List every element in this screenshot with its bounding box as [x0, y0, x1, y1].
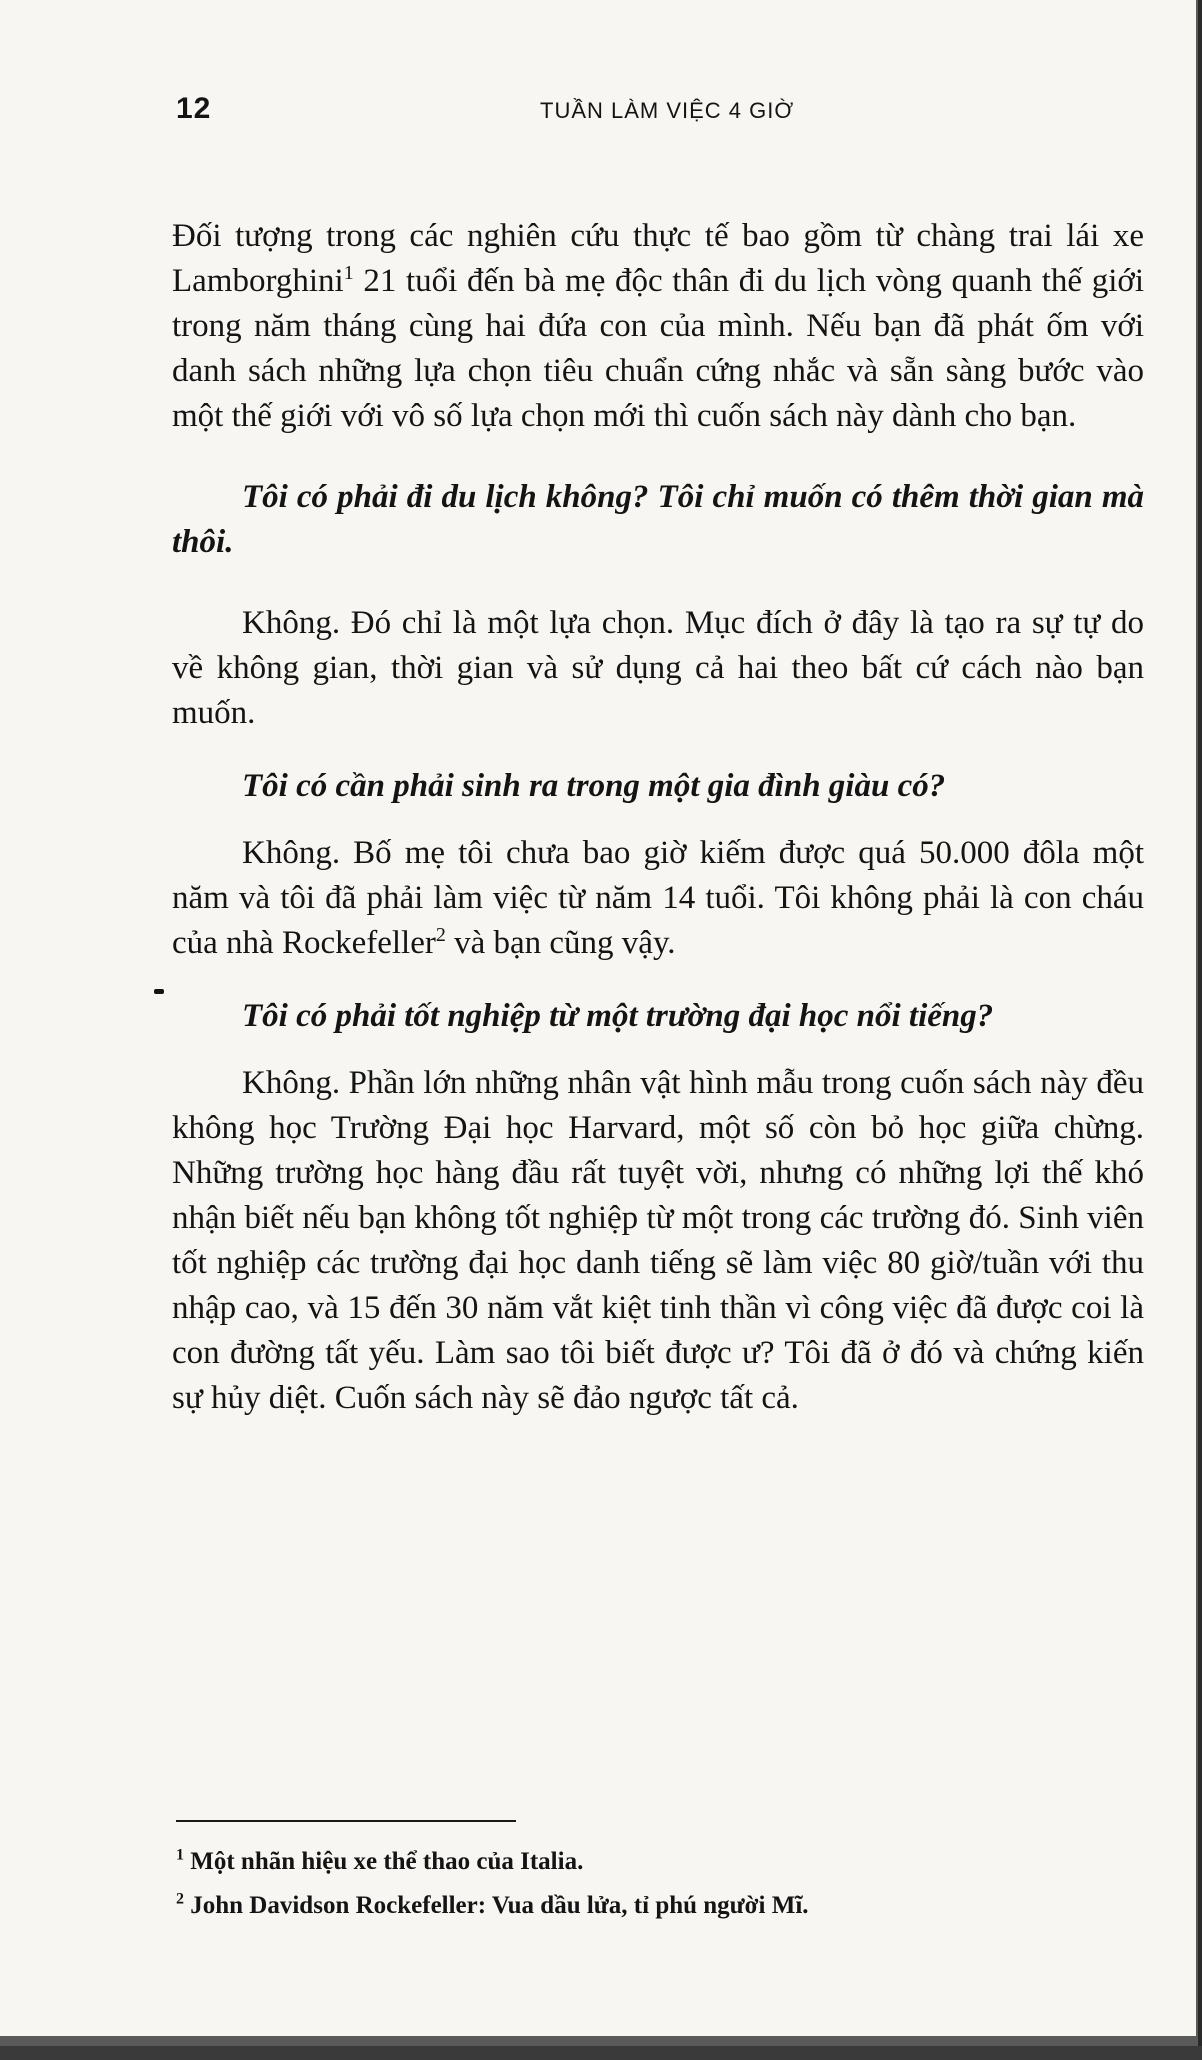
footnote-1-mark: 1 [176, 1847, 184, 1864]
page-number: 12 [176, 92, 211, 126]
running-title: TUẦN LÀM VIỆC 4 GIỜ [540, 98, 794, 124]
paragraph-intro-part-2: 21 tuổi đến bà mẹ độc thân đi du lịch vòng quanh thế giới trong năm tháng cùng hai đứa con của mình. Nếu bạn đã phát ốm với danh sách những lựa chọn tiêu chuẩn cứng nhắc và sẵn sàng bước vào một thế giới với vô số lựa chọn mới thì cuốn sách này dành cho bạn. [172, 263, 1144, 434]
answer-wealthy-family-part-2: và bạn cũng vậy. [446, 925, 676, 961]
margin-mark [154, 989, 164, 994]
footnote-1-text: Một nhãn hiệu xe thể thao của Italia. [184, 1848, 583, 1875]
footnotes [176, 1840, 1076, 1928]
answer-travel: Không. Đó chỉ là một lựa chọn. Mục đích ở đây là tạo ra sự tự do về không gian, thời gian và sử dụng cả hai theo bất cứ cách nào bạn muốn. [172, 601, 1144, 736]
answer-famous-university: Không. Phần lớn những nhân vật hình mẫu trong cuốn sách này đều không học Trường Đại học Harvard, một số còn bỏ học giữa chừng. Những trường học hàng đầu rất tuyệt vời, nhưng có những lợi thế khó nhận biết nếu bạn không tốt nghiệp từ một trong các trường đó. Sinh viên tốt nghiệp các trường đại học danh tiếng sẽ làm việc 80 giờ/tuần với thu nhập cao, và 15 đến 30 năm vắt kiệt tinh thần vì công việc đã được coi là con đường tất yếu. Làm sao tôi biết được ư? Tôi đã ở đó và chứng kiến sự hủy diệt. Cuốn sách này sẽ đảo ngược tất cả. [172, 1061, 1144, 1421]
paragraph-intro [172, 214, 1144, 439]
footnote-2-mark: 2 [176, 1891, 184, 1908]
footnote-1 [176, 1840, 1076, 1884]
footnote-2 [176, 1884, 1076, 1928]
question-travel: Tôi có phải đi du lịch không? Tôi chỉ muốn có thêm thời gian mà thôi. [172, 475, 1144, 565]
body-text [172, 214, 1144, 1421]
answer-wealthy-family [172, 831, 1144, 966]
question-famous-university: Tôi có phải tốt nghiệp từ một trường đại học nổi tiếng? [172, 994, 1144, 1039]
footnote-ref-1: 1 [344, 262, 354, 284]
answer-wealthy-family-part-1: Không. Bố mẹ tôi chưa bao giờ kiếm được quá 50.000 đôla một năm và tôi đã phải làm việc từ năm 14 tuổi. Tôi không phải là con cháu của nhà Rockefeller [172, 835, 1144, 961]
footnote-ref-2: 2 [436, 924, 446, 946]
footnote-divider [176, 1820, 516, 1822]
page-edge-shadow [1198, 0, 1202, 2048]
page-header [0, 92, 1196, 132]
footnote-2-text: John Davidson Rockefeller: Vua dầu lửa, tỉ phú người Mĩ. [184, 1892, 809, 1919]
question-wealthy-family: Tôi có cần phải sinh ra trong một gia đình giàu có? [172, 764, 1144, 809]
paragraph-intro-part-1: Đối tượng trong các nghiên cứu thực tế bao gồm từ chàng trai lái xe Lamborghini [172, 218, 1144, 299]
page-bottom-shadow [0, 2046, 1202, 2060]
